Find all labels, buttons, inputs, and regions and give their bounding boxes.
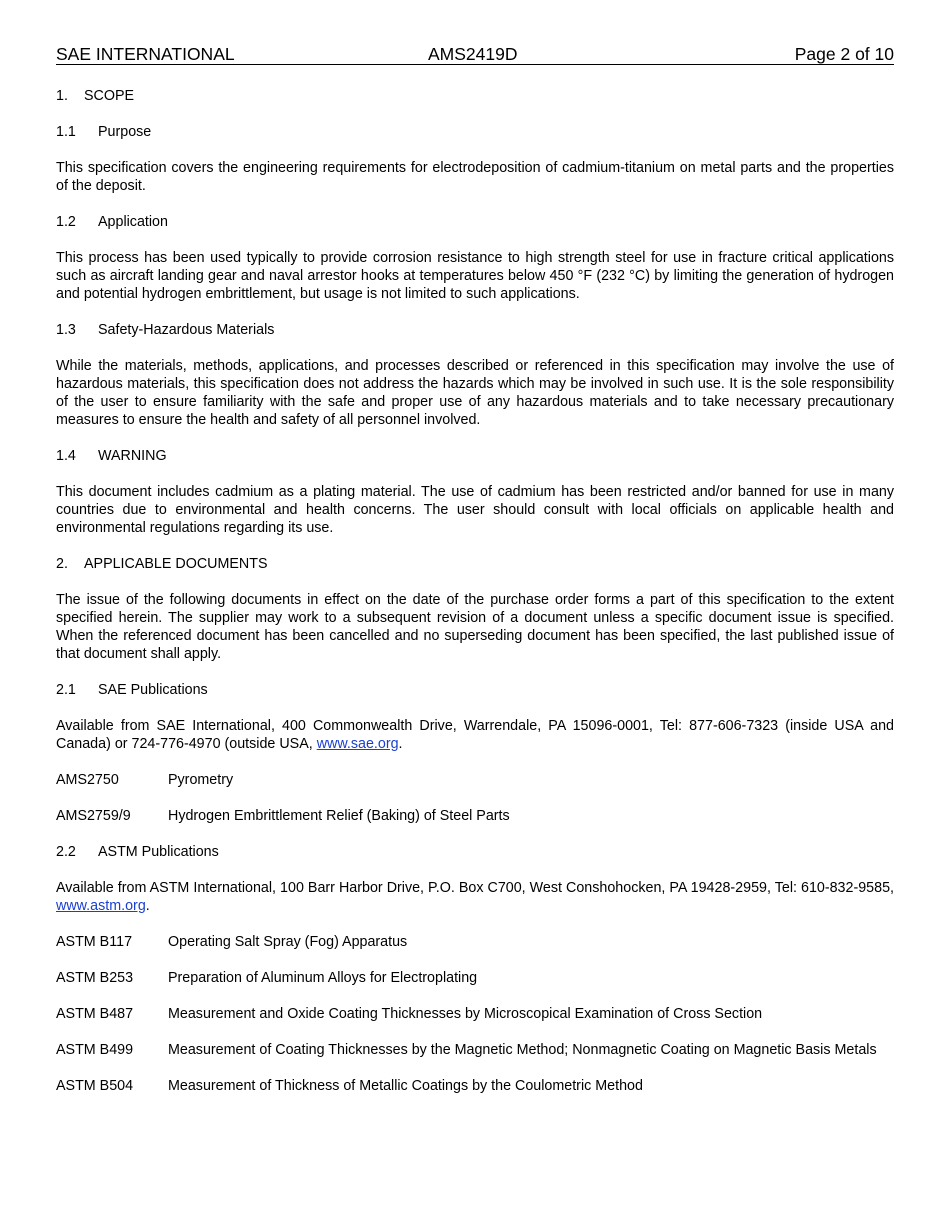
header-org: SAE INTERNATIONAL <box>56 44 235 64</box>
section-2-2-text <box>56 879 894 915</box>
reference-row <box>56 771 894 789</box>
section-title: WARNING <box>98 448 167 464</box>
reference-row <box>56 1005 894 1023</box>
reference-row <box>56 1077 894 1095</box>
reference-row <box>56 807 894 825</box>
section-title: ASTM Publications <box>98 844 219 860</box>
section-number: 1. <box>56 88 68 104</box>
section-2-1-text <box>56 717 894 753</box>
section-title: Purpose <box>98 124 152 140</box>
sentence-end: . <box>398 736 403 752</box>
section-1-4-heading <box>56 447 894 465</box>
section-2-2-heading <box>56 843 894 861</box>
section-number: 2.1 <box>56 682 76 698</box>
header-doc-number: AMS2419D <box>428 44 518 64</box>
reference-code: ASTM B499 <box>56 1042 134 1058</box>
section-1-3-text: While the materials, methods, applications, and processes described or referenced in this specification may involve the use of hazardous materials, this specification does not address the hazards which may be involved in such use. It is the sole responsibility of the user to ensure familiarity with the safe and proper use of any hazardous materials and to take necessary precautionary measures to ensure the health and safety of all personnel involved. <box>56 358 894 428</box>
astm-availability-text: Available from ASTM International, 100 Barr Harbor Drive, P.O. Box C700, West Conshohocken, PA 19428-2959, Tel: 610-832-9585, <box>56 880 894 896</box>
section-number: 2.2 <box>56 844 76 860</box>
reference-title: Preparation of Aluminum Alloys for Electroplating <box>168 970 478 986</box>
reference-code: ASTM B504 <box>56 1078 134 1094</box>
reference-title: Measurement of Coating Thicknesses by the Magnetic Method; Nonmagnetic Coating on Magnetic Basis Metals <box>168 1042 877 1058</box>
reference-code: ASTM B117 <box>56 934 133 950</box>
section-2-1-heading <box>56 681 894 699</box>
section-title: SCOPE <box>84 88 135 104</box>
reference-code: ASTM B253 <box>56 970 134 986</box>
section-number: 1.3 <box>56 322 76 338</box>
page-header <box>56 44 894 65</box>
section-number: 1.1 <box>56 124 76 140</box>
section-1-4-text: This document includes cadmium as a plating material. The use of cadmium has been restricted and/or banned for use in many countries due to environmental and health concerns. The user should consult with local officials on applicable health and environmental regulations regarding its use. <box>56 484 894 536</box>
section-title: SAE Publications <box>98 682 208 698</box>
sae-availability-text: Available from SAE International, 400 Commonwealth Drive, Warrendale, PA 15096-0001, Tel: 877-606-7323 (inside USA and Canada) or 724-776-4970 (outside USA, <box>56 718 894 752</box>
section-2-heading <box>56 555 894 573</box>
header-page-number: Page 2 of 10 <box>794 44 894 64</box>
section-1-2-heading <box>56 213 894 231</box>
sae-website-link[interactable]: www.sae.org <box>316 736 399 752</box>
reference-row <box>56 933 894 951</box>
section-number: 1.4 <box>56 448 76 464</box>
section-number: 1.2 <box>56 214 76 230</box>
astm-website-link[interactable]: www.astm.org <box>56 898 146 914</box>
document-body <box>56 87 894 1113</box>
reference-code: AMS2759/9 <box>56 808 131 824</box>
reference-code: ASTM B487 <box>56 1006 134 1022</box>
section-1-3-heading <box>56 321 894 339</box>
reference-title: Operating Salt Spray (Fog) Apparatus <box>168 934 408 950</box>
reference-row <box>56 1041 894 1059</box>
section-number: 2. <box>56 556 68 572</box>
reference-title: Measurement and Oxide Coating Thicknesses by Microscopical Examination of Cross Section <box>168 1006 763 1022</box>
section-title: APPLICABLE DOCUMENTS <box>84 556 268 572</box>
section-title: Application <box>98 214 168 230</box>
section-title: Safety-Hazardous Materials <box>98 322 275 338</box>
sentence-end: . <box>145 898 150 914</box>
reference-title: Hydrogen Embrittlement Relief (Baking) of Steel Parts <box>168 808 510 824</box>
reference-code: AMS2750 <box>56 772 119 788</box>
section-1-1-text: This specification covers the engineering requirements for electrodeposition of cadmium-titanium on metal parts and the properties of the deposit. <box>56 160 894 194</box>
section-2-text: The issue of the following documents in effect on the date of the purchase order forms a part of this specification to the extent specified herein. The supplier may work to a subsequent revision of a document unless a specific document issue is specified. When the referenced document has been cancelled and no superseding document has been specified, the last published issue of that document shall apply. <box>56 592 894 662</box>
section-1-heading <box>56 87 894 105</box>
reference-title: Measurement of Thickness of Metallic Coatings by the Coulometric Method <box>168 1078 643 1094</box>
section-1-1-heading <box>56 123 894 141</box>
reference-row <box>56 969 894 987</box>
reference-title: Pyrometry <box>168 772 234 788</box>
section-1-2-text: This process has been used typically to provide corrosion resistance to high strength steel for use in fracture critical applications such as aircraft landing gear and naval arrestor hooks at temperatures below 450 °F (232 °C) by limiting the generation of hydrogen and potential hydrogen embrittlement, but usage is not limited to such applications. <box>56 250 894 302</box>
